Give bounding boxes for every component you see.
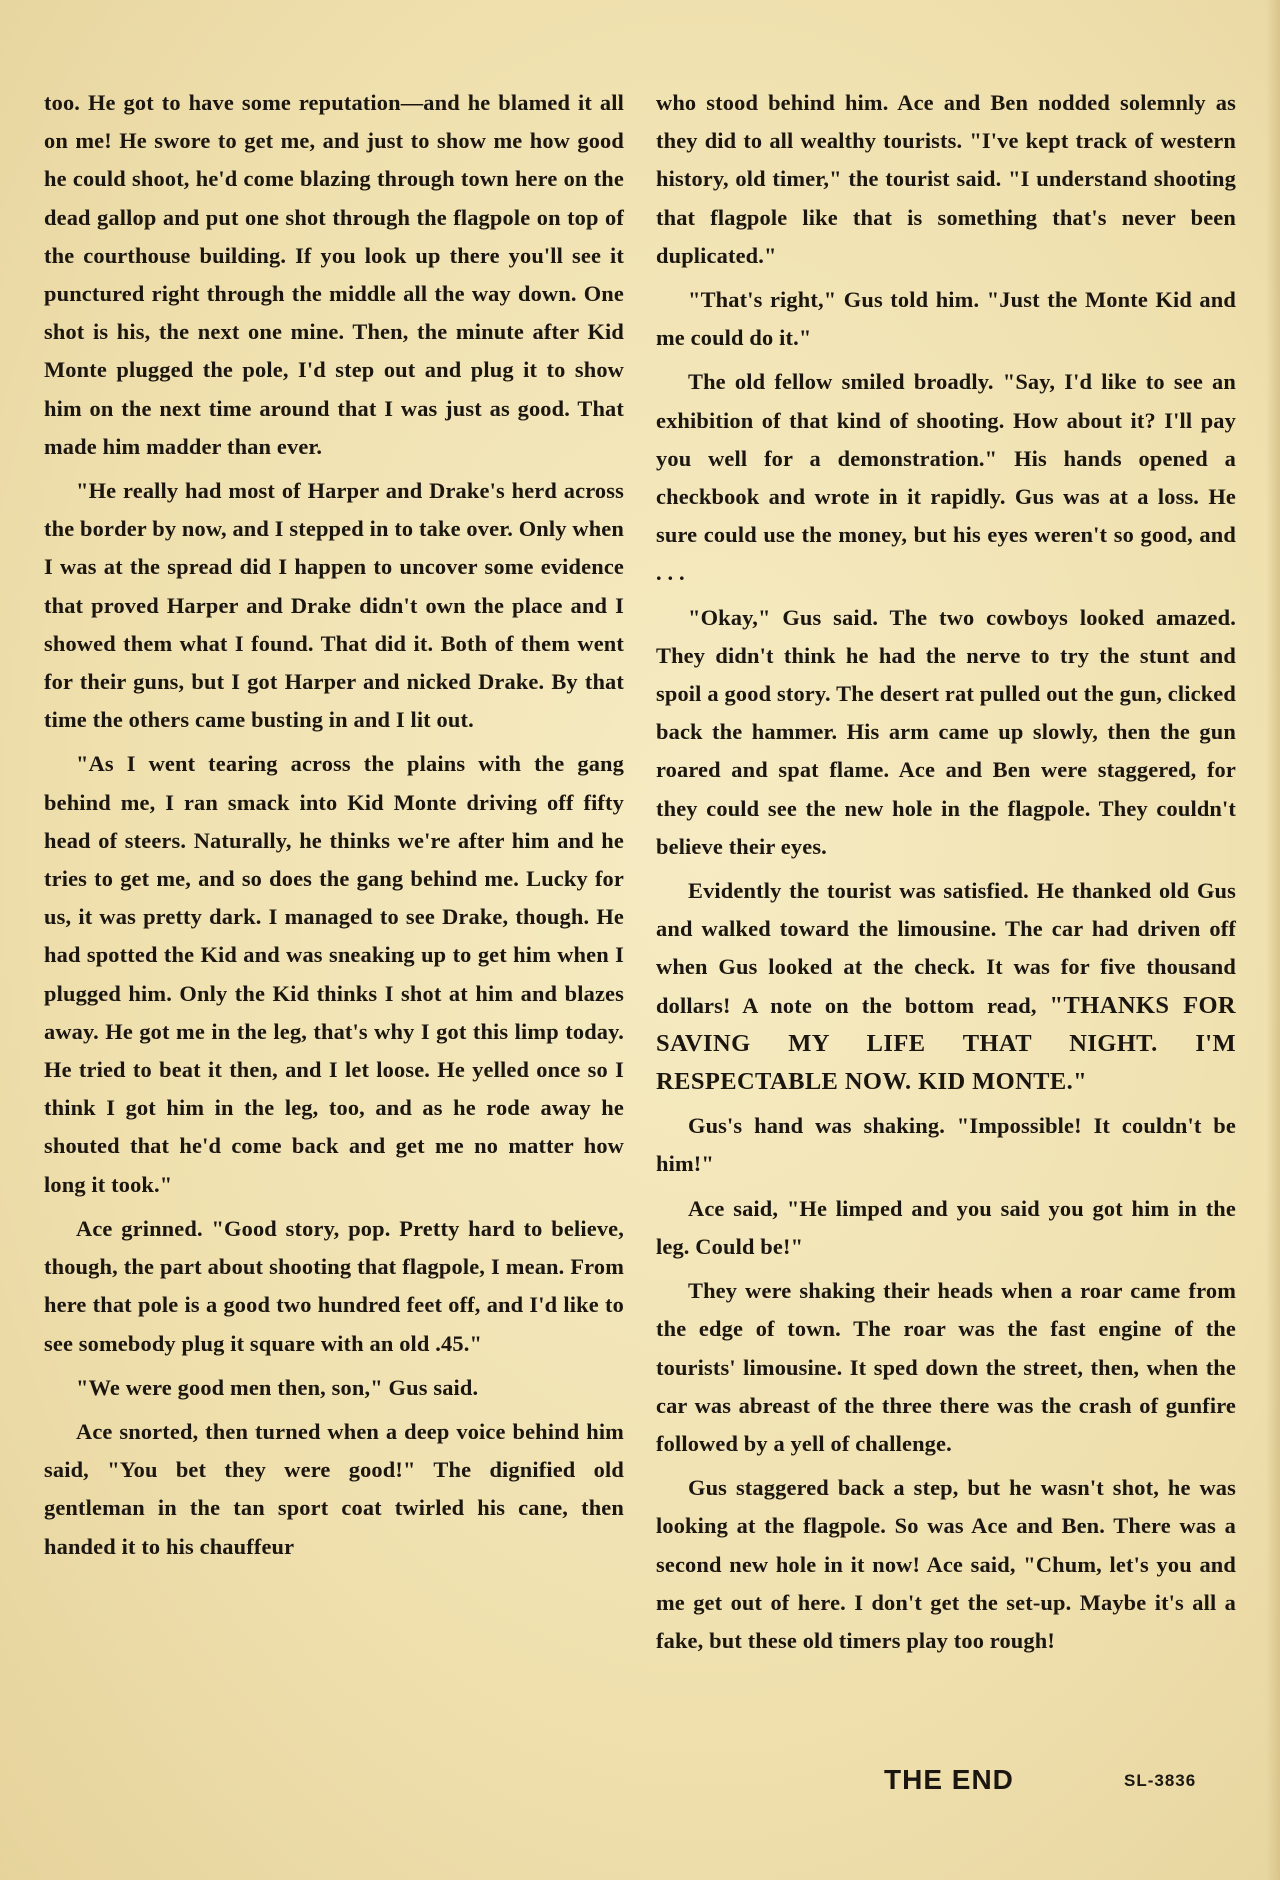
paragraph-text: Evidently the tourist was satisfied. He thanked old Gus and walked toward the limousine. The car had driven off when Gus looked at the check. It was for five thousand dollars! A note on the bottom read, xyxy=(656,878,1236,1018)
paragraph: "We were good men then, son," Gus said. xyxy=(76,1374,479,1400)
paragraph: They were shaking their heads when a roar came from the edge of town. The roar was the fast engine of the tourists' limousine. It sped down the street, then, when the car was abreast of the three there was the crash of gunfire followed by a yell of challenge. xyxy=(656,1278,1236,1456)
the-end-label: THE END xyxy=(884,1764,1014,1795)
paragraph: "Okay," Gus said. The two cowboys looked amazed. They didn't think he had the nerve to try the stunt and spoil a good story. The desert rat pulled out the gun, clicked back the hammer. His arm came up slowly, then the gun roared and spat flame. Ace and Ben were staggered, for they could see the new hole in the flagpole. They couldn't believe their eyes. xyxy=(656,604,1236,859)
page-edge xyxy=(1266,0,1280,1880)
story-code: SL-3836 xyxy=(1124,1771,1197,1790)
left-column xyxy=(44,84,624,1566)
paragraph xyxy=(656,872,1236,1101)
paragraph: Ace grinned. "Good story, pop. Pretty hard to believe, though, the part about shooting that flagpole, I mean. From here that pole is a good two hundred feet off, and I'd like to see somebody plug it square with an old .45." xyxy=(44,1215,624,1356)
paragraph: "As I went tearing across the plains with the gang behind me, I ran smack into Kid Monte driving off fifty head of steers. Naturally, he thinks we're after him and he tries to get me, and so does the gang behind me. Lucky for us, it was pretty dark. I managed to see Drake, though. He had spotted the Kid and was sneaking up to get him when I plugged him. Only the Kid thinks I shot at him and blazes away. He got me in the leg, that's why I got this limp today. He tried to beat it then, and I let loose. He yelled once so I think I got him in the leg, too, and as he rode away he shouted that he'd come back and get me no matter how long it took." xyxy=(44,751,624,1197)
paragraph: too. He got to have some reputation—and he blamed it all on me! He swore to get me, and just to show me how good he could shoot, he'd come blazing through town here on the dead gallop and put one shot through the flagpole on top of the courthouse building. If you look up there you'll see it punctured right through the middle all the way down. One shot is his, the next one mine. Then, the minute after Kid Monte plugged the pole, I'd step out and plug it to show him on the next time around that I was just as good. That made him madder than ever. xyxy=(44,90,624,459)
paragraph: Ace said, "He limped and you said you got him in the leg. Could be!" xyxy=(656,1195,1236,1259)
paragraph: "He really had most of Harper and Drake's herd across the border by now, and I stepped in to take over. Only when I was at the spread did I happen to uncover some evidence that proved Harper and Drake didn't own the place and I showed them what I found. That did it. Both of them went for their guns, but I got Harper and nicked Drake. By that time the others came busting in and I lit out. xyxy=(44,478,624,733)
paragraph: The old fellow smiled broadly. "Say, I'd like to see an exhibition of that kind of shooting. How about it? I'll pay you well for a demonstration." His hands opened a checkbook and wrote in it rapidly. Gus was at a loss. He sure could use the money, but his eyes weren't so good, and . . . xyxy=(656,369,1236,586)
right-column xyxy=(656,84,1236,1660)
paragraph: Gus's hand was shaking. "Impossible! It couldn't be him!" xyxy=(656,1113,1236,1177)
paragraph: Gus staggered back a step, but he wasn't shot, he was looking at the flagpole. So was Ace and Ben. There was a second new hole in it now! Ace said, "Chum, let's you and me get out of here. I don't get the set-up. Maybe it's all a fake, but these old timers play too rough! xyxy=(656,1475,1236,1653)
paragraph: Ace snorted, then turned when a deep voice behind him said, "You bet they were good!" The dignified old gentleman in the tan sport coat twirled his cane, then handed it to his chauffeur xyxy=(44,1418,624,1559)
note-text: "THANKS FOR SAVING MY LIFE THAT NIGHT. I'M RESPECTABLE NOW. KID MONTE." xyxy=(656,991,1237,1096)
paragraph: who stood behind him. Ace and Ben nodded solemnly as they did to all wealthy tourists. "I've kept track of western history, old timer," the tourist said. "I understand shooting that flagpole like that is something that's never been duplicated." xyxy=(656,90,1236,268)
paragraph: "That's right," Gus told him. "Just the Monte Kid and me could do it." xyxy=(656,287,1236,351)
